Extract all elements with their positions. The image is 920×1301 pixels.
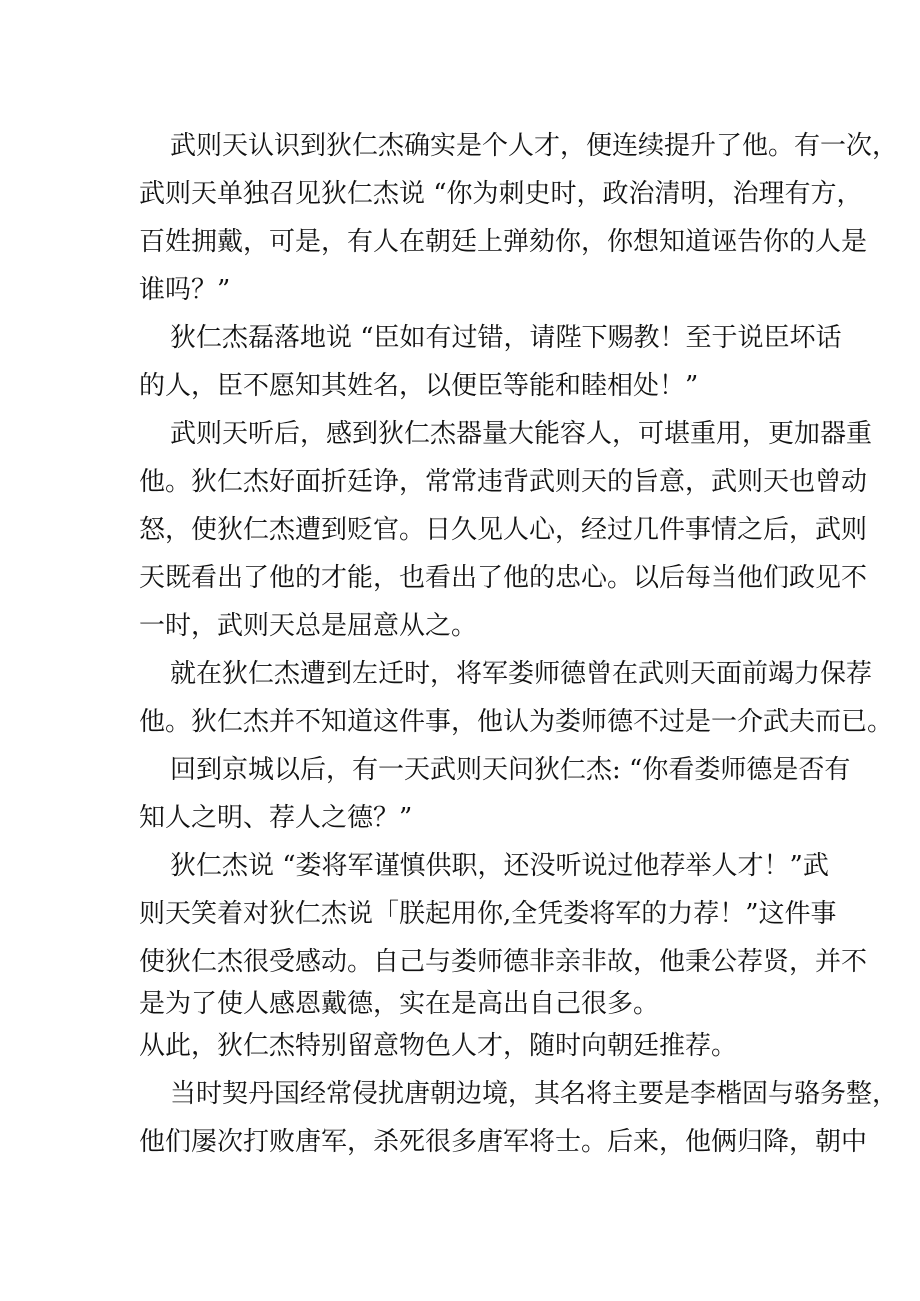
- text-line: 天既看出了他的才能，也看出了他的忠心。以后每当他们政见不: [139, 563, 868, 593]
- text-line: 则天笑着对狄仁杰说「朕起用你,全凭娄将军的力荐！”这件事: [139, 899, 837, 929]
- text-line: 的人，臣不愿知其姓名，以便臣等能和睦相处！”: [139, 371, 699, 401]
- text-line: 武则天认识到狄仁杰确实是个人才，便连续提升了他。有一次，: [170, 131, 899, 161]
- text-line: 怒，使狄仁杰遭到贬官。日久见人心，经过几件事情之后，武则: [139, 515, 868, 545]
- text-line: 他。狄仁杰并不知道这件事，他认为娄师德不过是一介武夫而已。: [139, 707, 894, 737]
- text-line: 狄仁杰说 “娄将军谨慎供职，还没听说过他荐举人才！”武: [170, 851, 829, 881]
- text-line: 就在狄仁杰遭到左迁时，将军娄师德曾在武则天面前竭力保荐: [170, 659, 873, 689]
- text-line: 回到京城以后，有一天武则天问狄仁杰: “你看娄师德是否有: [170, 755, 851, 785]
- text-line: 一时，武则天总是屈意从之。: [139, 611, 478, 641]
- text-line: 使狄仁杰很受感动。自己与娄师德非亲非故，他秉公荐贤，并不: [139, 947, 868, 977]
- text-line: 武则天单独召见狄仁杰说 “你为刺史时，政治清明，治理有方，: [139, 179, 863, 209]
- text-line: 知人之明、荐人之德？”: [139, 803, 413, 833]
- text-line: 是为了使人感恩戴德，实在是高出自己很多。: [139, 989, 660, 1019]
- text-line: 武则天听后，感到狄仁杰器量大能容人，可堪重用，更加器重: [170, 419, 873, 449]
- body-text: [139, 122, 899, 1166]
- text-line: 他们屡次打败唐军，杀死很多唐军将士。后来，他俩归降，朝中: [139, 1127, 868, 1157]
- text-line: 他。狄仁杰好面折廷诤，常常违背武则天的旨意，武则天也曾动: [139, 467, 868, 497]
- text-line: 百姓拥戴，可是，有人在朝廷上弹劾你，你想知道诬告你的人是: [139, 227, 868, 257]
- text-line: 狄仁杰磊落地说 “臣如有过错，请陛下赐教！至于说臣坏话: [170, 323, 842, 353]
- text-line: 谁吗？”: [139, 275, 231, 305]
- text-line: 从此，狄仁杰特别留意物色人才，随时向朝廷推荐。: [139, 1031, 738, 1061]
- text-line: 当时契丹国经常侵扰唐朝边境，其名将主要是李楷固与骆务整，: [170, 1079, 899, 1109]
